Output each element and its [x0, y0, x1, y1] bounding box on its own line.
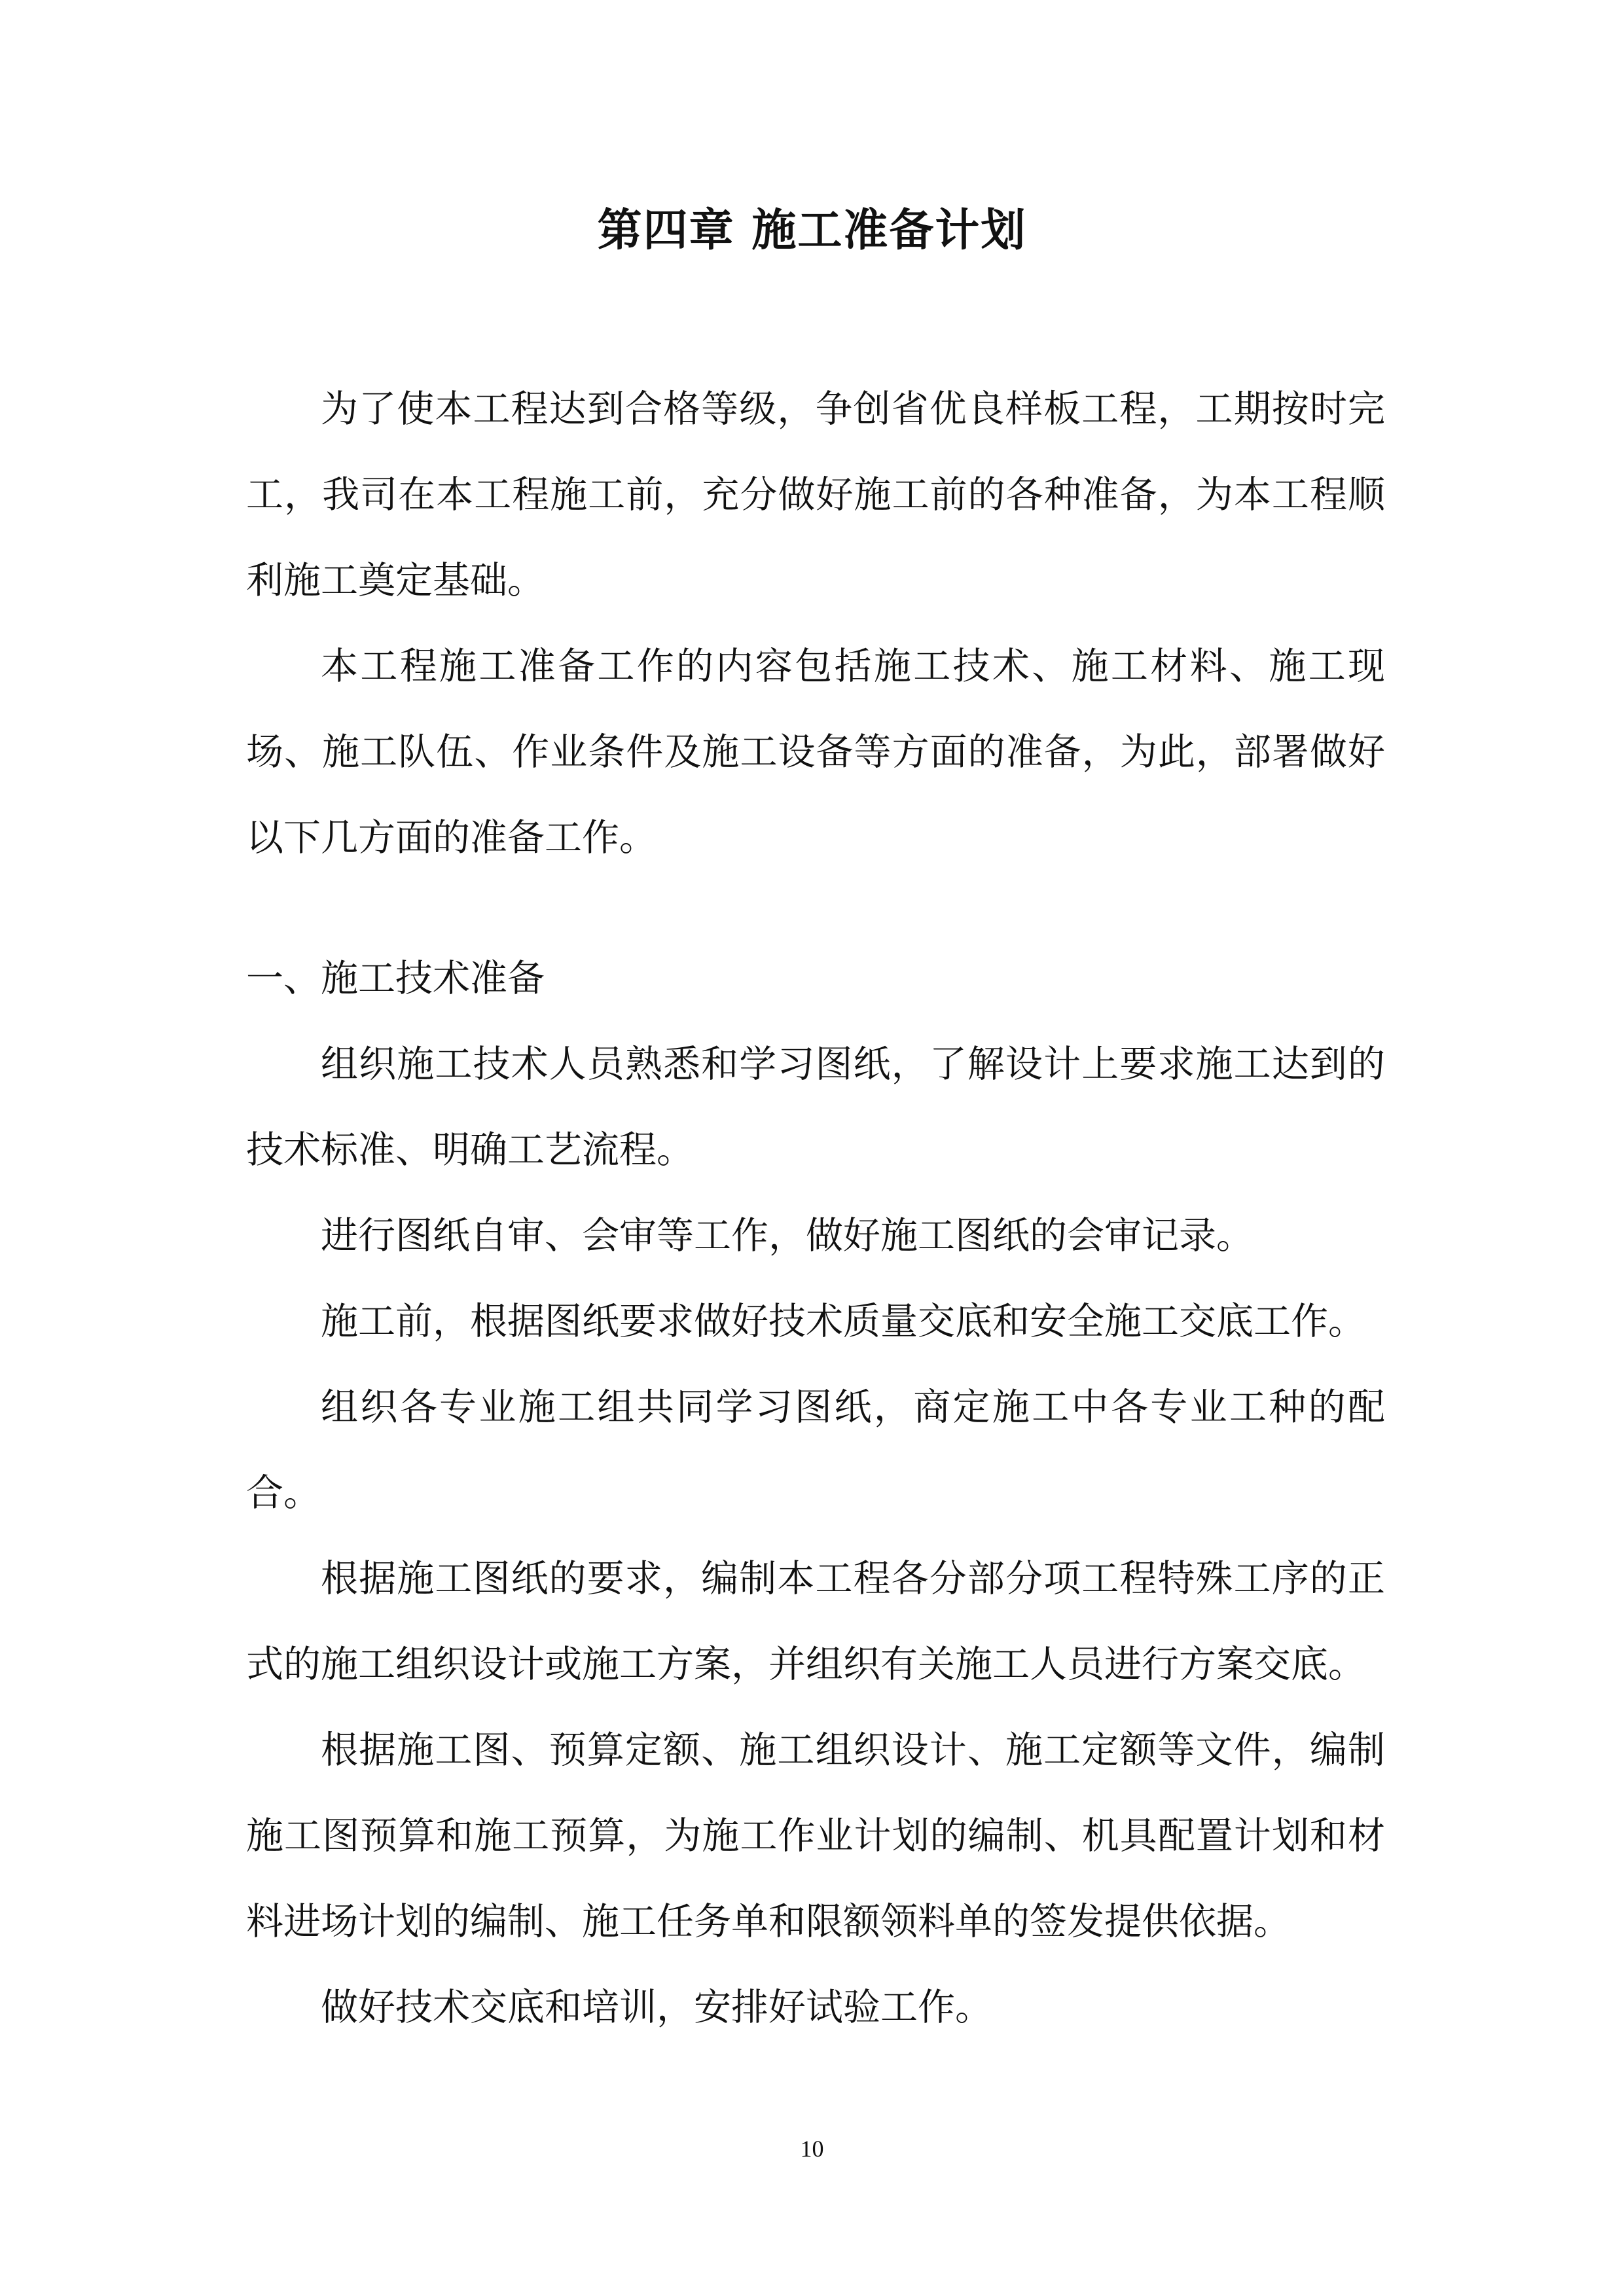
page-number: 10	[800, 2136, 824, 2162]
section-paragraph-3: 施工前，根据图纸要求做好技术质量交底和安全施工交底工作。	[321, 1300, 1365, 1343]
section-paragraph-2: 进行图纸自审、会审等工作，做好施工图纸的会审记录。	[321, 1214, 1254, 1257]
section-paragraph-5: 根据施工图纸的要求，编制本工程各分部分项工程特殊工序的正式的施工组织设计或施工方案，并组织有关施工人员进行方案交底。	[246, 1557, 1385, 1686]
intro-paragraph-2: 本工程施工准备工作的内容包括施工技术、施工材料、施工现场、施工队伍、作业条件及施工设备等方面的准备，为此，部署做好以下几方面的准备工作。	[246, 645, 1385, 859]
section-technical-preparation	[246, 936, 1385, 2051]
section-paragraph-4: 组织各专业施工组共同学习图纸，商定施工中各专业工种的配合。	[246, 1386, 1385, 1515]
intro-section	[246, 367, 1385, 881]
section-heading: 一、施工技术准备	[246, 957, 545, 1000]
intro-paragraph-1: 为了使本工程达到合格等级，争创省优良样板工程，工期按时完工，我司在本工程施工前，充分做好施工前的各种准备，为本工程顺利施工奠定基础。	[246, 387, 1385, 602]
page-title: 第四章 施工准备计划	[597, 204, 1027, 257]
section-paragraph-7: 做好技术交底和培训，安排好试验工作。	[321, 1986, 992, 2029]
section-paragraph-1: 组织施工技术人员熟悉和学习图纸，了解设计上要求施工达到的技术标准、明确工艺流程。	[246, 1043, 1385, 1172]
section-paragraph-6: 根据施工图、预算定额、施工组织设计、施工定额等文件，编制施工图预算和施工预算，为施工作业计划的编制、机具配置计划和材料进场计划的编制、施工任务单和限额领料单的签发提供依据。	[246, 1729, 1385, 1943]
